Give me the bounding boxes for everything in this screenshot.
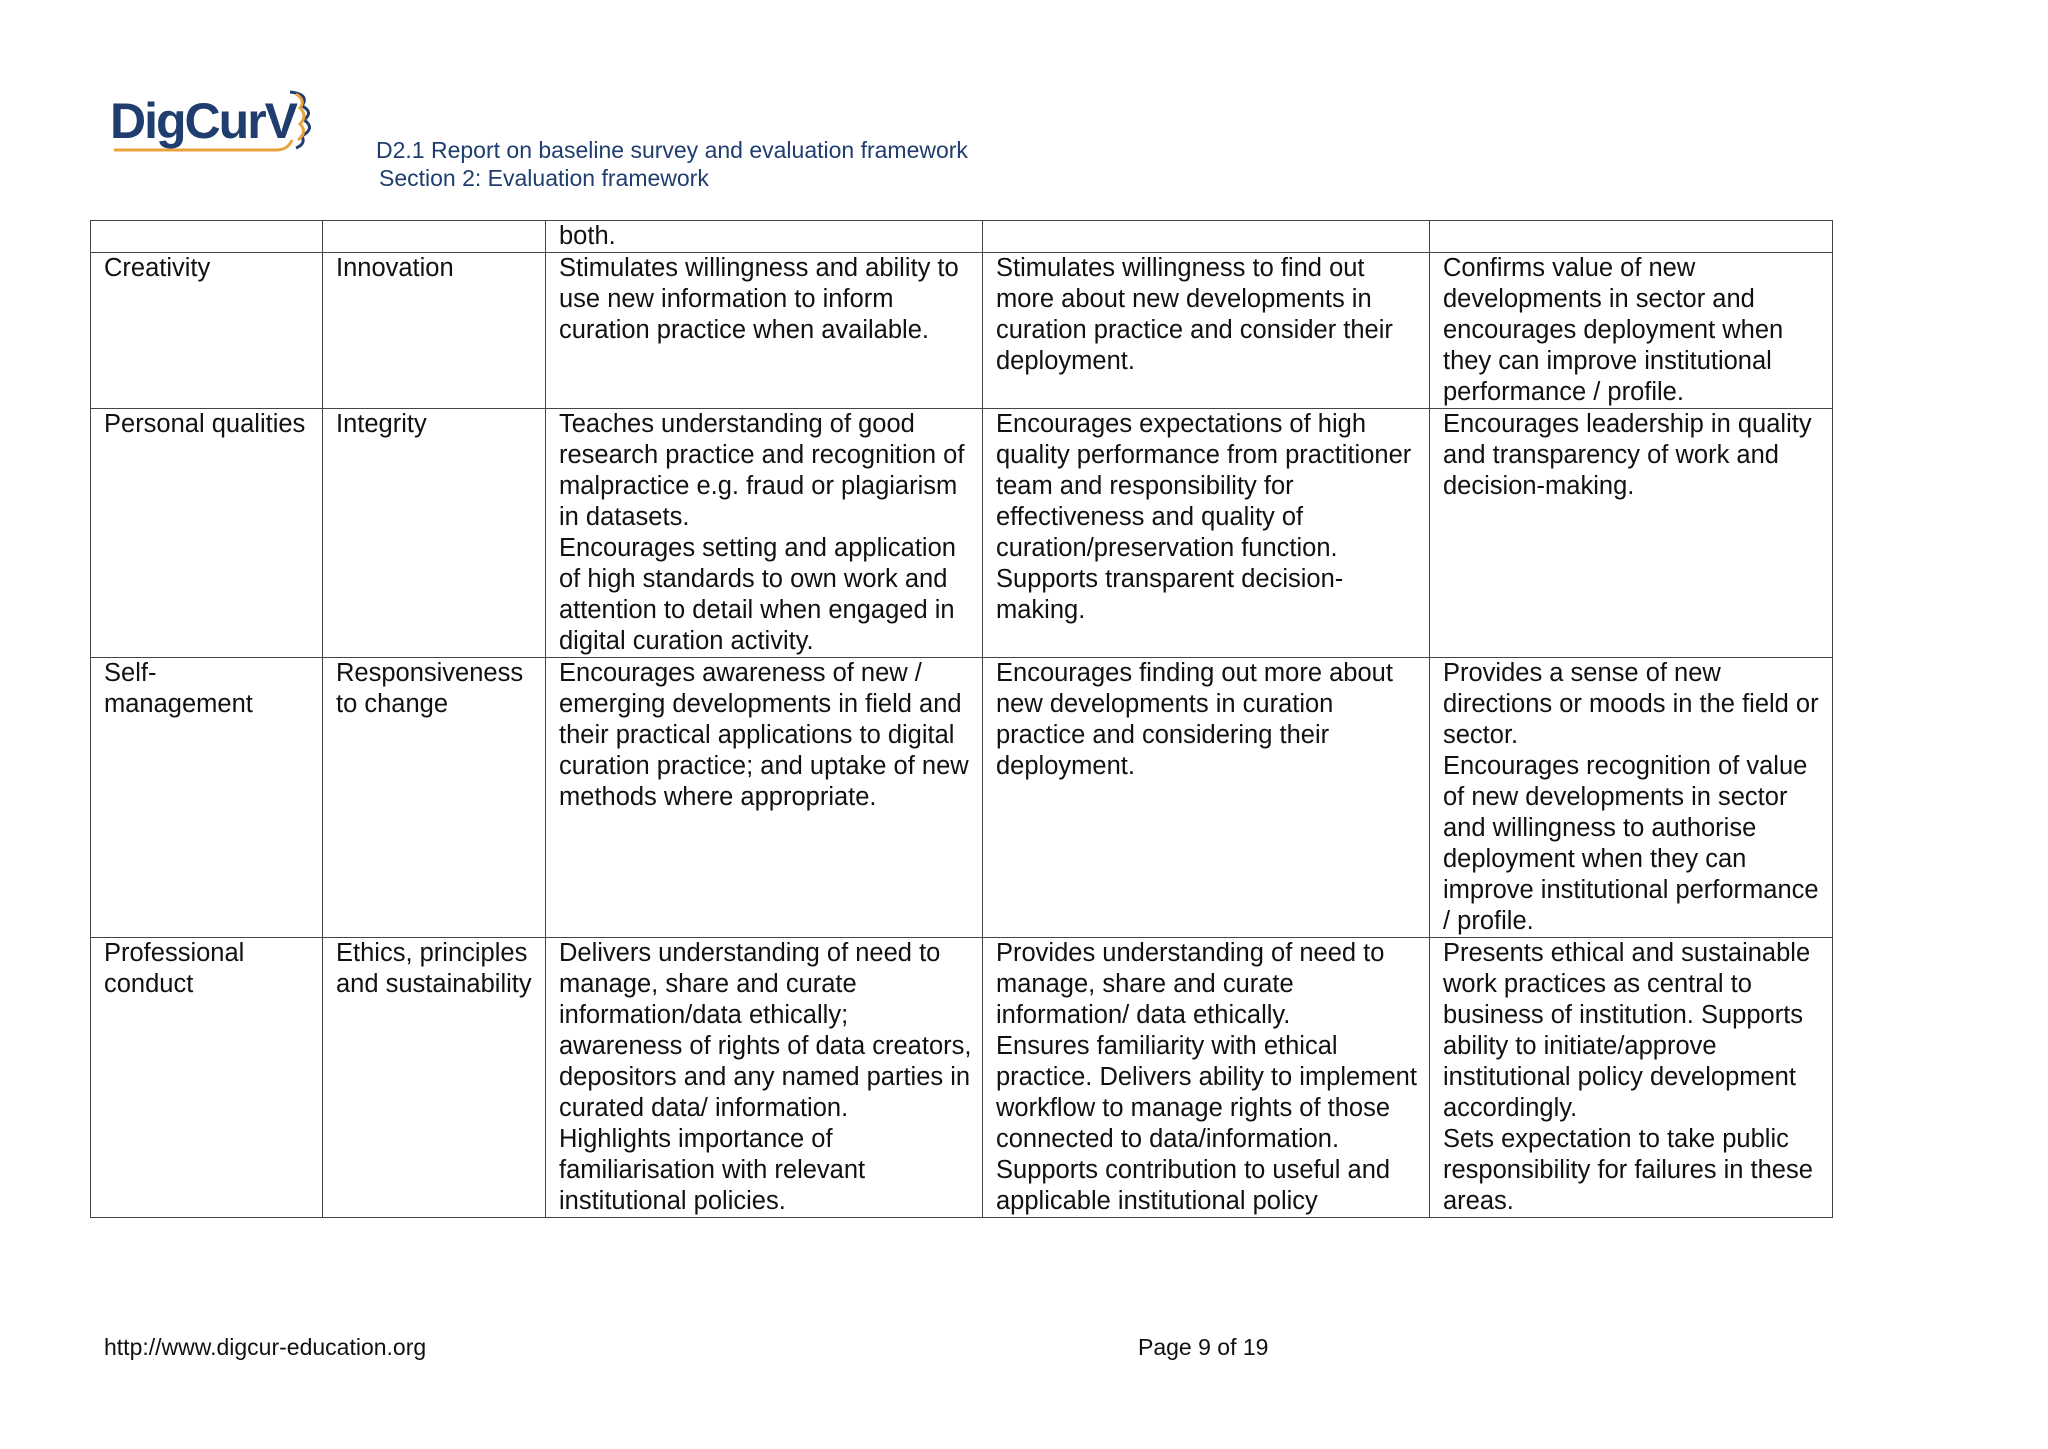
table-row — [91, 221, 1833, 253]
table-cell: Professional conduct — [91, 938, 323, 1218]
table-cell: Responsiveness to change — [323, 658, 546, 938]
table-cell: Stimulates willingness to find out more about new developments in curation practice and consider their deployment. — [983, 253, 1430, 409]
table-cell: Delivers understanding of need to manage, share and curate information/data ethically; awareness of rights of data creators, depositors and any named parties in curated data/ information. Highlights importance of familiarisation with relevant institutional policies. — [546, 938, 983, 1218]
table-cell: Personal qualities — [91, 409, 323, 658]
table-cell: Encourages finding out more about new developments in curation practice and considering their deployment. — [983, 658, 1430, 938]
table-cell: Integrity — [323, 409, 546, 658]
section-title: Section 2: Evaluation framework — [379, 165, 709, 191]
table-cell: Ethics, principles and sustainability — [323, 938, 546, 1218]
table-row — [91, 938, 1833, 1218]
table-cell — [323, 221, 546, 253]
table-cell: Confirms value of new developments in sector and encourages deployment when they can improve institutional performance / profile. — [1430, 253, 1833, 409]
table-cell: Presents ethical and sustainable work practices as central to business of institution. Supports ability to initiate/approve institutional policy development accordingly. Sets expectation to take public responsibility for failures in these areas. — [1430, 938, 1833, 1218]
table-row — [91, 409, 1833, 658]
footer-url-link[interactable]: http://www.digcur-education.org — [104, 1334, 427, 1360]
table-cell: Encourages awareness of new / emerging developments in field and their practical applications to digital curation practice; and uptake of new methods where appropriate. — [546, 658, 983, 938]
table-cell — [1430, 221, 1833, 253]
report-title: D2.1 Report on baseline survey and evaluation framework — [376, 137, 968, 163]
table-cell: Encourages expectations of high quality performance from practitioner team and responsibility for effectiveness and quality of curation/preservation function. Supports transparent decision-making. — [983, 409, 1430, 658]
table-cell — [91, 221, 323, 253]
table-cell: Provides understanding of need to manage, share and curate information/ data ethically. Ensures familiarity with ethical practice. Delivers ability to implement workflow to manage rights of those connected to data/information. Supports contribution to useful and applicable institutional policy — [983, 938, 1430, 1218]
document-header — [376, 136, 968, 192]
table-cell: Self- management — [91, 658, 323, 938]
table-cell: both. — [546, 221, 983, 253]
table-cell: Teaches understanding of good research practice and recognition of malpractice e.g. fraud or plagiarism in datasets. Encourages setting and application of high standards to own work and attention to detail when engaged in digital curation activity. — [546, 409, 983, 658]
table-cell: Encourages leadership in quality and transparency of work and decision-making. — [1430, 409, 1833, 658]
page-number: Page 9 of 19 — [1138, 1334, 1269, 1360]
table-cell: Creativity — [91, 253, 323, 409]
table-cell: Innovation — [323, 253, 546, 409]
table-cell — [983, 221, 1430, 253]
table-row — [91, 253, 1833, 409]
table-cell: Provides a sense of new directions or moods in the field or sector. Encourages recognition of value of new developments in sector and willingness to authorise deployment when they can improve institutional performance / profile. — [1430, 658, 1833, 938]
table-cell: Stimulates willingness and ability to use new information to inform curation practice when available. — [546, 253, 983, 409]
logo-text: DigCurV — [110, 93, 296, 149]
digcurv-logo — [110, 86, 310, 160]
evaluation-framework-table — [90, 220, 1833, 1218]
table-row — [91, 658, 1833, 938]
